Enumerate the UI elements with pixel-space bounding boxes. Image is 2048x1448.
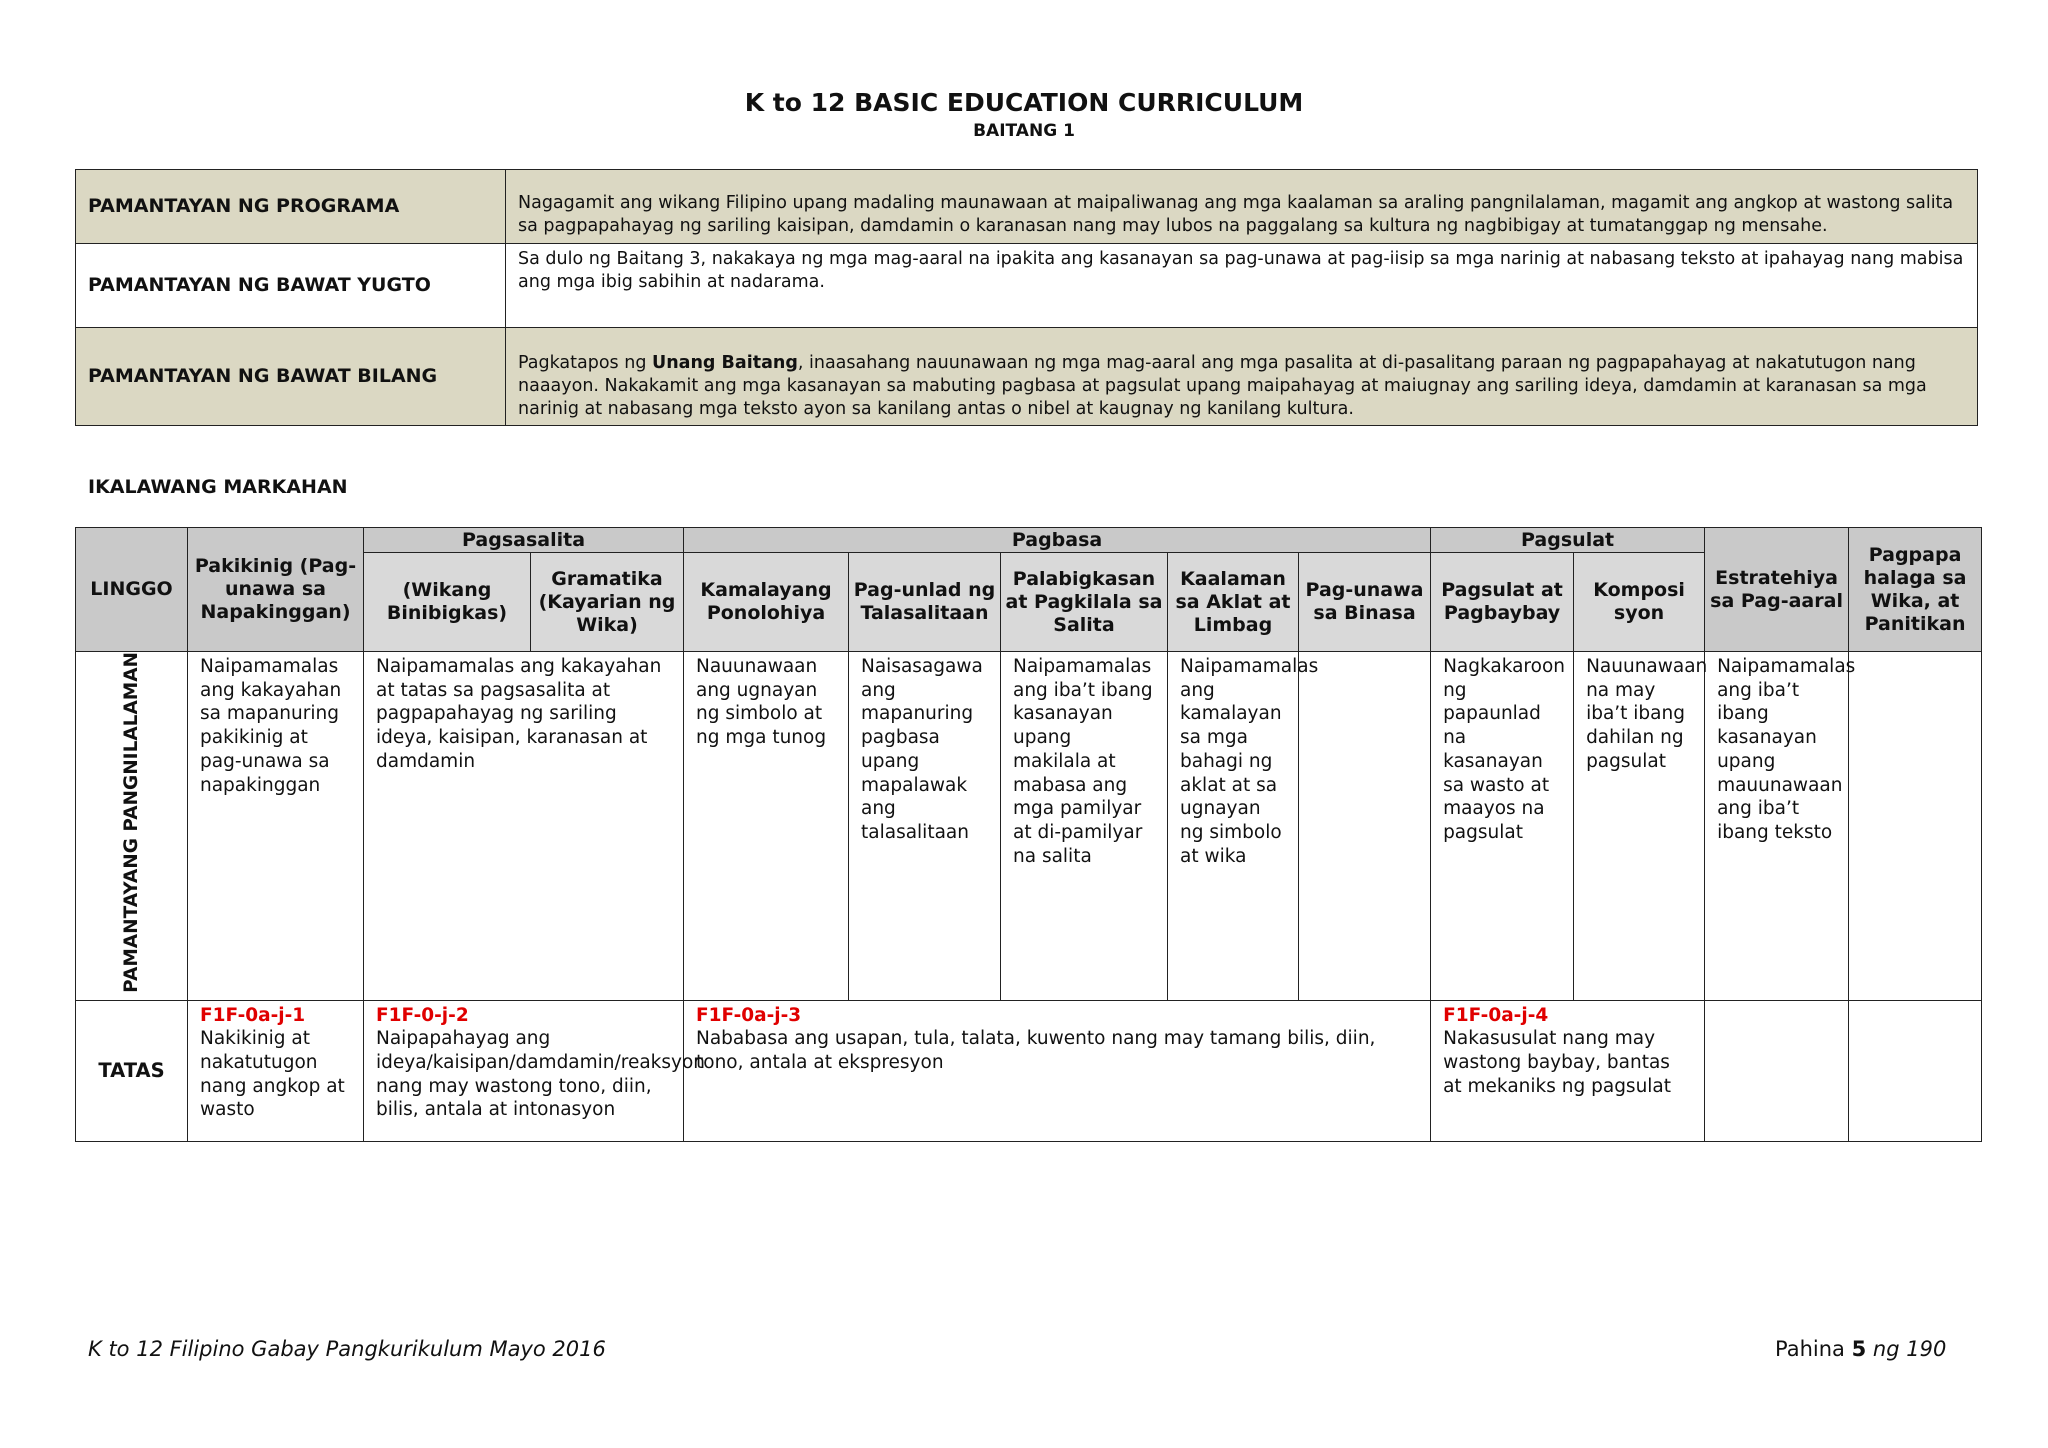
cell-pagpapahalaga	[1849, 652, 1982, 1001]
header-kamalayang-ponolohiya: Kamalayang Ponolohiya	[684, 553, 849, 652]
cell-tatas-pagsulat	[1431, 1000, 1705, 1141]
cell-komposisyon: Nauunawaan na may iba’t ibang dahilan ng pagsulat	[1574, 652, 1705, 1001]
footer-document-name: K to 12 Filipino Gabay Pangkurikulum Mayo 2016	[88, 1337, 606, 1361]
header-estratehiya: Estratehiya sa Pag-aaral	[1705, 528, 1849, 652]
header-pagunlad-talasalitaan: Pag-unlad ng Talasalitaan	[849, 553, 1001, 652]
cell-pagsasalita: Naipamamalas ang kakayahan at tatas sa pagsasalita at pagpapahayag ng sariling ideya, kaisipan, karanasan at damdamin	[364, 652, 684, 1001]
standard-row-yugto	[76, 244, 1978, 328]
cell-estratehiya: Naipamamalas ang iba’t ibang kasanayan upang mauunawaan ang iba’t ibang teksto	[1705, 652, 1849, 1001]
cell-tatas-pagbasa	[684, 1000, 1431, 1141]
footer-page-word: Pahina	[1775, 1337, 1845, 1361]
standard-label: PAMANTAYAN NG PROGRAMA	[76, 170, 506, 244]
vertical-label: PAMANTAYANG PANGNILALAMAN	[120, 652, 142, 993]
standard-row-programa	[76, 170, 1978, 244]
standards-table	[75, 169, 1978, 426]
cell-tatas-pagpapahalaga	[1849, 1000, 1982, 1141]
competency-code: F1F-0a-j-4	[1443, 1004, 1549, 1026]
document-title: K to 12 BASIC EDUCATION CURRICULUM	[744, 88, 1304, 117]
standard-text: Sa dulo ng Baitang 3, nakakaya ng mga mag-aaral na ipakita ang kasanayan sa pag-unawa at pag-iisip sa mga narinig at nabasang teksto at ipahayag nang mabisa ang mga ibig sabihin at nadarama.	[506, 244, 1978, 328]
standard-label: PAMANTAYAN NG BAWAT YUGTO	[76, 244, 506, 328]
competency-text: Nakikinig at nakatutugon nang angkop at wasto	[200, 1028, 345, 1121]
header-gramatika: Gramatika (Kayarian ng Wika)	[531, 553, 684, 652]
cell-pagsulat-baybay: Nagkakaroon ng papaunlad na kasanayan sa wasto at maayos na pagsulat	[1431, 652, 1574, 1001]
footer-page-number	[1775, 1337, 1946, 1361]
competency-code: F1F-0a-j-3	[696, 1004, 802, 1026]
header-row-groups	[76, 528, 1982, 553]
standard-text-part: Pagkatapos ng	[518, 353, 652, 373]
header-pagsulat-pagbaybay: Pagsulat at Pagbaybay	[1431, 553, 1574, 652]
document-subtitle: BAITANG 1	[973, 121, 1075, 141]
standard-row-bilang	[76, 328, 1978, 426]
curriculum-table	[75, 527, 1982, 1142]
cell-palabigkasan: Naipamamalas ang iba’t ibang kasanayan upang makilala at mabasa ang mga pamilyar at di-pamilyar na salita	[1001, 652, 1168, 1001]
header-pagsasalita: Pagsasalita	[364, 528, 684, 553]
header-kaalaman-aklat: Kaalaman sa Aklat at Limbag	[1168, 553, 1299, 652]
row-label-pangnilalaman	[76, 652, 188, 1001]
standard-text-part: , inaasahang nauunawaan ng mga mag-aaral ang mga pasalita at di-pasalitang paraan ng pagpapahayag at nakatutugon nang naaayon. Nakakamit ang mga kasanayan sa mabuting pagbasa at pagsulat upang maipahayag at maiugnay ang sariling ideya, damdamin at karanasan sa mga narinig at nabasang mga teksto ayon sa kanilang antas o nibel at kaugnay ng kanilang kultura.	[518, 353, 1927, 419]
cell-kaalaman: Naipamamalas ang kamalayan sa mga bahagi ng aklat at sa ugnayan ng simbolo at wika	[1168, 652, 1299, 1001]
header-linggo: LINGGO	[76, 528, 188, 652]
header-komposisyon: Komposi syon	[1574, 553, 1705, 652]
cell-pakikinig: Naipamamalas ang kakayahan sa mapanuring pakikinig at pag-unawa sa napakinggan	[188, 652, 364, 1001]
row-label-tatas: TATAS	[76, 1000, 188, 1141]
header-pagsulat: Pagsulat	[1431, 528, 1705, 553]
header-pagunawa-binasa: Pag-unawa sa Binasa	[1299, 553, 1431, 652]
header-wikang-binibigkas: (Wikang Binibigkas)	[364, 553, 531, 652]
standard-text	[506, 328, 1978, 426]
standard-text-bold: Unang Baitang	[652, 353, 798, 373]
section-label: IKALAWANG MARKAHAN	[88, 476, 348, 498]
cell-tatas-pakikinig	[188, 1000, 364, 1141]
cell-kamalayang: Nauunawaan ang ugnayan ng simbolo at ng mga tunog	[684, 652, 849, 1001]
header-palabigkasan: Palabigkasan at Pagkilala sa Salita	[1001, 553, 1168, 652]
header-pagbasa: Pagbasa	[684, 528, 1431, 553]
competency-text: Nababasa ang usapan, tula, talata, kuwento nang may tamang bilis, diin, tono, antala at ekspresyon	[696, 1028, 1376, 1073]
header-pakikinig: Pakikinig (Pag-unawa sa Napakinggan)	[188, 528, 364, 652]
competency-text: Nakasusulat nang may wastong baybay, bantas at mekaniks ng pagsulat	[1443, 1028, 1672, 1097]
competency-code: F1F-0-j-2	[376, 1004, 469, 1026]
standard-text: Nagagamit ang wikang Filipino upang madaling maunawaan at maipaliwanag ang mga kaalaman sa araling pangnilalaman, magamit ang angkop at wastong salita sa pagpapahayag ng sariling kaisipan, damdamin o karanasan nang may lubos na paggalang sa kultura ng nagbibigay at tumatanggap ng mensahe.	[506, 170, 1978, 244]
standard-label: PAMANTAYAN NG BAWAT BILANG	[76, 328, 506, 426]
competency-code: F1F-0a-j-1	[200, 1004, 306, 1026]
row-pangnilalaman	[76, 652, 1982, 1001]
row-tatas	[76, 1000, 1982, 1141]
header-pagpapahalaga: Pagpapa halaga sa Wika, at Panitikan	[1849, 528, 1982, 652]
competency-text: Naipapahayag ang ideya/kaisipan/damdamin/reaksyon nang may wastong tono, diin, bilis, antala at intonasyon	[376, 1028, 706, 1121]
footer-page-total: ng 190	[1872, 1337, 1947, 1361]
cell-tatas-pagsasalita	[364, 1000, 706, 1141]
footer-page-num: 5	[1851, 1337, 1867, 1361]
cell-pagunlad: Naisasagawa ang mapanuring pagbasa upang mapalawak ang talasalitaan	[849, 652, 1001, 1001]
cell-pagunawa	[1299, 652, 1431, 1001]
cell-tatas-estratehiya	[1705, 1000, 1849, 1141]
